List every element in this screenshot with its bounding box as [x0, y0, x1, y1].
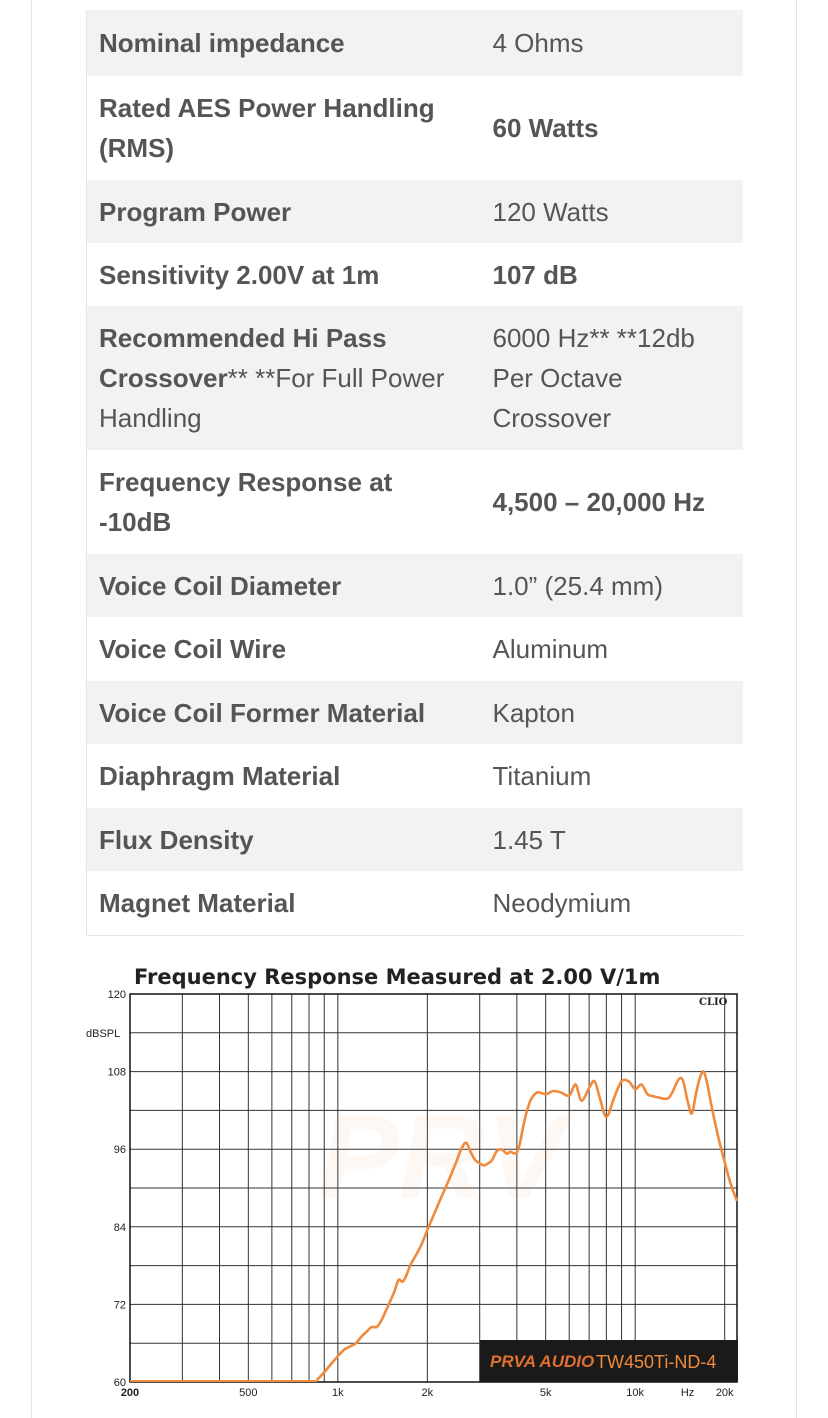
spec-row-hi-pass-crossover — [87, 306, 743, 450]
spec-label-crossover — [87, 306, 481, 450]
frequency-response-svg — [82, 958, 742, 1408]
spec-label: Program Power — [87, 180, 481, 243]
spec-label: Frequency Response at -10dB — [99, 467, 393, 537]
spec-value: Neodymium — [492, 887, 632, 918]
y-tick-label: 84 — [113, 1221, 126, 1234]
spec-value: Aluminum — [492, 634, 609, 664]
x-tick-label: 200 — [120, 1387, 140, 1399]
clio-label: CLIO — [699, 997, 728, 1008]
frequency-response-chart — [82, 958, 742, 1408]
spec-label: Flux Density — [87, 808, 481, 871]
spec-value: Titanium — [492, 761, 592, 791]
spec-row-voice-coil-diameter — [87, 554, 743, 617]
spec-value: 120 Watts — [481, 180, 743, 243]
spec-value: 107 dB — [492, 259, 578, 290]
page-right-border — [796, 0, 797, 1418]
spec-value: 4 Ohms — [481, 10, 743, 76]
spec-value: 60 Watts — [492, 113, 599, 143]
spec-row-program-power — [87, 180, 743, 243]
spec-label: Sensitivity 2.00V at 1m — [99, 259, 380, 290]
spec-label-note: ** **For Full Power Handling — [99, 363, 445, 433]
y-tick-label: 96 — [113, 1144, 126, 1157]
spec-row-flux-density — [87, 808, 743, 871]
spec-label: Rated AES Power Handling (RMS) — [99, 93, 435, 163]
y-tick-label: 108 — [107, 1066, 126, 1079]
x-tick-label: 10k — [626, 1387, 645, 1399]
spec-label: Magnet Material — [99, 887, 296, 918]
spec-label: Recommended Hi Pass Crossover — [99, 323, 387, 393]
spec-row-diaphragm-material — [87, 744, 743, 808]
spec-label: Nominal impedance — [87, 10, 481, 76]
spec-row-nominal-impedance — [87, 10, 743, 76]
watermark-logo: PRV — [318, 1090, 566, 1224]
page-left-border — [31, 0, 32, 1418]
spec-label: Diaphragm Material — [99, 761, 341, 791]
x-tick-label: 20k — [715, 1387, 734, 1399]
model-name: TW450Ti-ND-4 — [596, 1352, 717, 1372]
brand-label-box — [480, 1340, 738, 1382]
spec-row-rated-aes-power — [87, 76, 743, 180]
x-tick-label: 1k — [332, 1387, 344, 1399]
y-tick-label: 60 — [113, 1377, 126, 1389]
spec-label: Voice Coil Former Material — [87, 681, 481, 744]
x-tick-label: 500 — [239, 1387, 258, 1399]
chart-title: Frequency Response Measured at 2.00 V/1m — [134, 965, 661, 989]
spec-row-frequency-response — [87, 450, 743, 554]
y-axis-label: dBSPL — [86, 1028, 121, 1040]
spec-value: 1.0” (25.4 mm) — [481, 554, 743, 617]
spec-row-voice-coil-wire — [87, 617, 743, 681]
spec-value: 6000 Hz** **12db Per Octave Crossover — [481, 306, 743, 450]
spec-label: Voice Coil Wire — [99, 634, 287, 664]
brand-logo: PRVA AUDIO — [490, 1352, 595, 1371]
specifications-table — [86, 10, 743, 936]
x-tick-label: 5k — [539, 1387, 552, 1399]
spec-row-sensitivity — [87, 243, 743, 306]
y-tick-label: 120 — [107, 989, 126, 1001]
spec-label: Voice Coil Diameter — [87, 554, 481, 617]
y-tick-label: 72 — [113, 1299, 126, 1312]
spec-value: Kapton — [481, 681, 743, 744]
spec-row-voice-coil-former — [87, 681, 743, 744]
x-tick-label: 2k — [421, 1387, 434, 1399]
spec-value: 1.45 T — [481, 808, 743, 871]
x-axis-unit-label: Hz — [680, 1387, 695, 1399]
spec-value: 4,500 – 20,000 Hz — [492, 487, 705, 517]
spec-row-magnet-material — [87, 871, 743, 935]
